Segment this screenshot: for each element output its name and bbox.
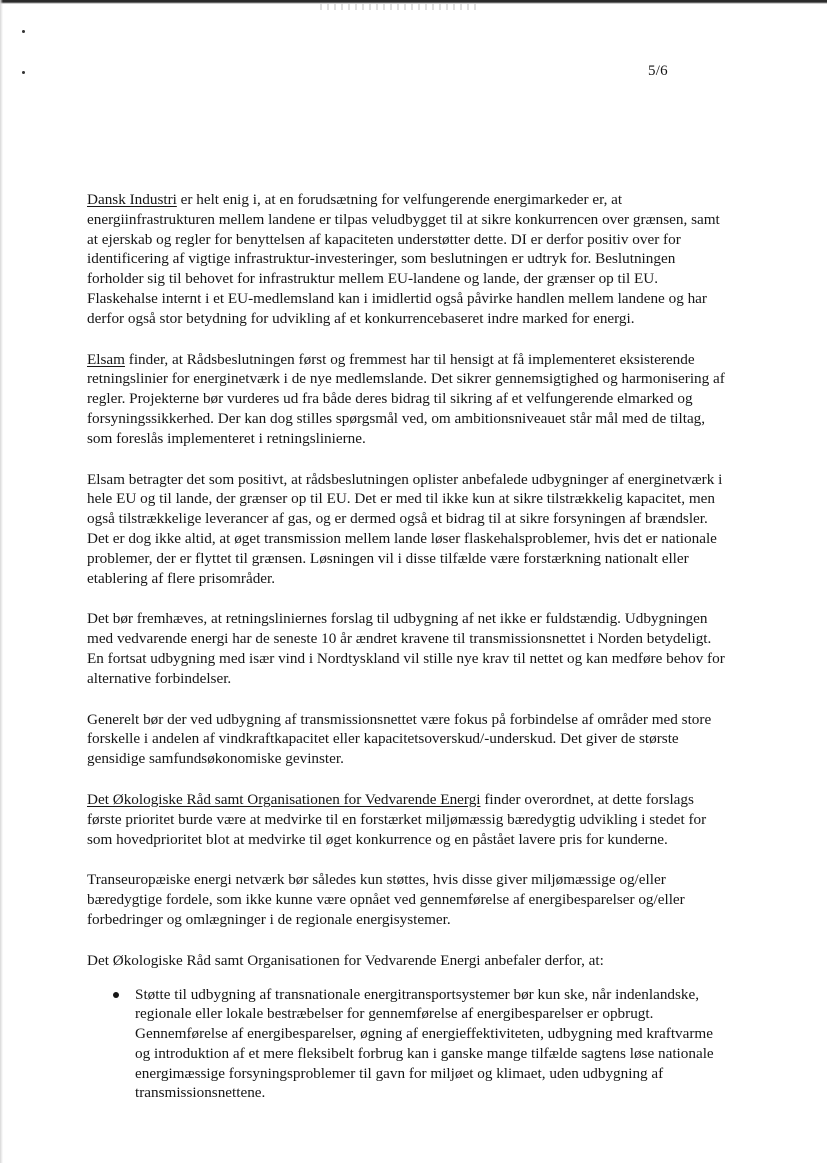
organization-name: Elsam	[87, 350, 125, 368]
scan-noise	[320, 4, 480, 10]
paragraph-text: finder overordnet, at dette forslags første prioritet burde være at medvirke til en forstærket miljømæssig bæredygtig udvikling i stedet for som hovedprioritet blot at medvirke til øget konkurrence og en påstået lavere pris for kunderne.	[87, 790, 707, 848]
paragraph-text: finder, at Rådsbeslutningen først og fremmest har til hensigt at få implementeret eksisterende retningslinier for energinetværk i de nye medlemslande. Det sikrer gennemsigtighed og harmonisering af regler. Projekterne bør vurderes ud fra både deres bidrag til sikring af et velfungerende elmarked og forsyningssikkerhed. Der kan dog stilles spørgsmål ved, om ambitionsniveauet står mål med de tiltag, som foreslås implementeret i retningslinierne.	[87, 350, 725, 447]
paragraph-recommendation-intro: Det Økologiske Råd samt Organisationen for Vedvarende Energi anbefaler derfor, at:	[87, 951, 604, 969]
organization-name: Det Økologiske Råd samt Organisationen for Vedvarende Energi	[87, 790, 481, 808]
bullet-icon	[113, 992, 119, 998]
scan-speck	[22, 71, 25, 74]
list-item	[87, 985, 727, 1104]
paragraph-transeuropean-networks: Transeuropæiske energi netværk bør således kun støttes, hvis disse giver miljømæssige og/eller bæredygtige fordele, som ikke kunne være opnået ved gennemførelse af energibesparelser og/eller forbedringer og omlægninger i de regionale energisystemer.	[87, 871, 685, 928]
paragraph-text: er helt enig i, at en forudsætning for velfungerende energimarkeder er, at energiinfrastrukturen mellem landene er tilpas veludbygget til at sikre konkurrencen over grænsen, samt at ejerskab og regler for benyttelsen af kapaciteten understøtter dette. DI er derfor positiv over for identificering af vigtige infrastruktur-investeringer, som beslutningen er udtryk for. Beslutningen forholder sig til behovet for infrastruktur mellem EU-landene og lande, der grænser op til EU. Flaskehalse internt i et EU-medlemsland kan i imidlertid også påvirke handlen mellem landene og har derfor også stor betydning for udvikling af et konkurrencebaseret indre marked for energi.	[87, 191, 720, 327]
document-body	[87, 190, 727, 1103]
paragraph-transmission-focus: Generelt bør der ved udbygning af transmissionsnettet være fokus på forbindelse af områder med store forskelle i andelen af vindkraftkapacitet eller kapacitetsoverskud/-underskud. Det giver de største gensidige samfundsøkonomiske gevinster.	[87, 710, 712, 768]
left-scan-edge	[0, 0, 3, 1163]
paragraph-elsam-positive: Elsam betragter det som positivt, at rådsbeslutningen oplister anbefalede udbygninger af energinetværk i hele EU og til lande, der grænser op til EU. Det er med til ikke kun at sikre tilstrækkelig kapacitet, men også tilstrækkelige leverancer af gas, og er dermed også et bidrag til at sikre forsyningen af brændsler. Det er dog ikke altid, at øget transmission mellem lande løser flaskehalsproblemer, hvis det er nationale problemer, der er flyttet til grænsen. Løsningen vil i disse tilfælde være forstærkning nationalt eller etablering af flere prisområder.	[87, 470, 723, 587]
paragraph-okologiske-raad	[87, 790, 727, 849]
scan-speck	[22, 30, 25, 33]
paragraph-elsam	[87, 350, 727, 449]
paragraph-dansk-industri	[87, 190, 727, 329]
list-item-text: Støtte til udbygning af transnationale energitransportsystemer bør kun ske, når indenlandske, regionale eller lokale bestræbelser for gennemførelse af energibesparelser er opbrugt. Gennemførelse af energibesparelser, øgning af energieffektiviteten, udbygning med kraftvarme og introduktion af et mere fleksibelt forbrug kan i ganske mange tilfælde sagtens løse nationale energimæssige forsyningsproblemer til gavn for miljøet og klimaet, uden udbygning af transmissionsnettene.	[135, 985, 714, 1102]
recommendation-list	[87, 985, 727, 1104]
organization-name: Dansk Industri	[87, 191, 177, 208]
page-number: 5/6	[648, 63, 668, 79]
paragraph-net-expansion: Det bør fremhæves, at retningsliniernes forslag til udbygning af net ikke er fuldstændig. Udbygningen med vedvarende energi har de seneste 10 år ændret kravene til transmissionsnettet i Norden betydeligt. En fortsat udbygning med især vind i Nordtyskland vil stille nye krav til nettet og kan medføre behov for alternative forbindelser.	[87, 610, 725, 687]
